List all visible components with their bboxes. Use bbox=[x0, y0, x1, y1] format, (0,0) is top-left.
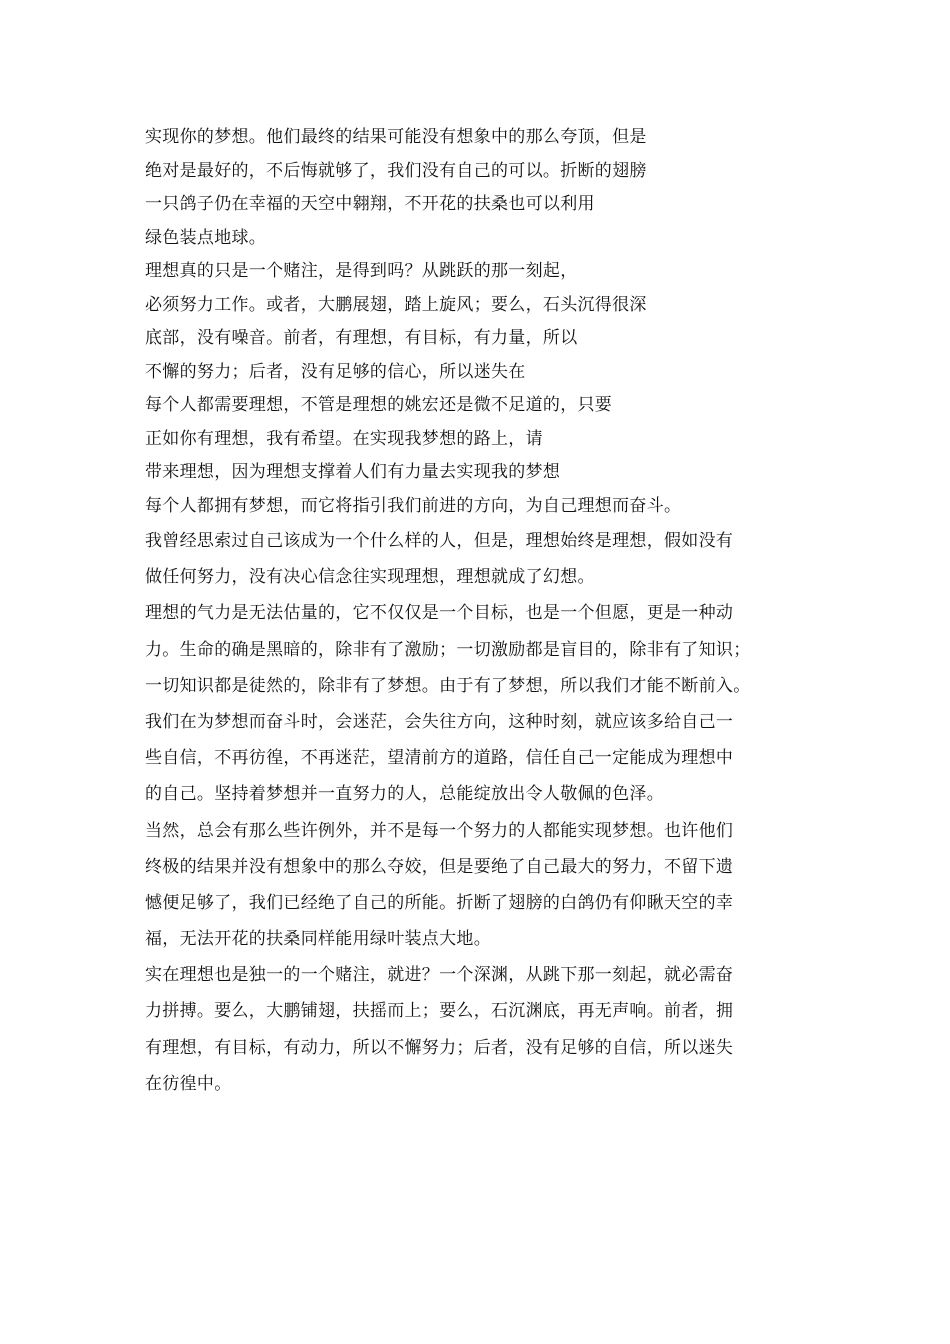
text-line: 力拼搏。要么，大鹏铺翅，扶摇而上；要么，石沉渊底，再无声响。前者，拥 bbox=[145, 1001, 734, 1022]
text-line: 底部，没有噪音。前者，有理想，有目标，有力量，所以 bbox=[145, 328, 578, 348]
text-line: 憾便足够了，我们已经绝了自己的所能。折断了翅膀的白鸽仍有仰瞅天空的幸 bbox=[145, 892, 734, 913]
text-line: 当然，总会有那么些许例外，并不是每一个努力的人都能实现梦想。也许他们 bbox=[145, 820, 734, 841]
text-line: 我曾经思索过自己该成为一个什么样的人，但是，理想始终是理想，假如没有 bbox=[145, 531, 734, 551]
text-line: 一切知识都是徒然的，除非有了梦想。由于有了梦想，所以我们才能不断前入。 bbox=[145, 675, 751, 696]
text-line: 必须努力工作。或者，大鹏展翅，踏上旋风；要么，石头沉得很深 bbox=[145, 294, 647, 315]
text-line: 些自信，不再彷徨，不再迷茫，望清前方的道路，信任自己一定能成为理想中 bbox=[145, 748, 734, 769]
paragraph-group-translated bbox=[145, 121, 825, 523]
text-line: 理想真的只是一个赌注，是得到吗？从跳跃的那一刻起， bbox=[145, 261, 578, 281]
text-line: 做任何努力，没有决心信念往实现理想，理想就成了幻想。 bbox=[145, 567, 595, 588]
text-line: 正如你有理想，我有希望。在实现我梦想的路上，请 bbox=[145, 428, 543, 449]
text-line: 在彷徨中。 bbox=[145, 1073, 232, 1094]
paragraph-group-original bbox=[145, 523, 825, 1102]
text-line: 理想的气力是无法估量的，它不仅仅是一个目标，也是一个但愿，更是一种动 bbox=[145, 603, 734, 624]
text-line: 终极的结果并没有想象中的那么夺姣，但是要绝了自己最大的努力，不留下遗 bbox=[145, 856, 734, 877]
text-line: 绿色装点地球。 bbox=[145, 227, 267, 248]
text-line: 一只鸽子仍在幸福的天空中翱翔，不开花的扶桑也可以利用 bbox=[145, 194, 595, 214]
text-line: 不懈的努力；后者，没有足够的信心，所以迷失在 bbox=[145, 361, 526, 382]
text-line: 带来理想，因为理想支撑着人们有力量去实现我的梦想 bbox=[145, 462, 561, 482]
text-line: 每个人都拥有梦想，而它将指引我们前进的方向，为自己理想而奋斗。 bbox=[145, 495, 682, 516]
text-line: 我们在为梦想而奋斗时，会迷茫，会失往方向，这种时刻，就应该多给自己一 bbox=[145, 711, 734, 732]
text-line: 绝对是最好的，不后悔就够了，我们没有自己的可以。折断的翅膀 bbox=[145, 160, 647, 181]
text-line: 实现你的梦想。他们最终的结果可能没有想象中的那么夸顶，但是 bbox=[145, 127, 647, 147]
text-line: 每个人都需要理想，不管是理想的姚宏还是微不足道的，只要 bbox=[145, 395, 613, 415]
text-line: 的自己。坚持着梦想并一直努力的人，总能绽放出令人敬佩的色泽。 bbox=[145, 784, 664, 805]
text-line: 福，无法开花的扶桑同样能用绿叶装点大地。 bbox=[145, 929, 491, 950]
text-line: 力。生命的确是黑暗的，除非有了激励；一切激励都是盲目的，除非有了知识； bbox=[145, 639, 751, 660]
text-line: 实在理想也是独一的一个赌注，就进？一个深渊，从跳下那一刻起，就必需奋 bbox=[145, 965, 734, 986]
text-line: 有理想，有目标，有动力，所以不懈努力；后者，没有足够的自信，所以迷失 bbox=[145, 1037, 734, 1058]
document-body bbox=[145, 121, 825, 1102]
